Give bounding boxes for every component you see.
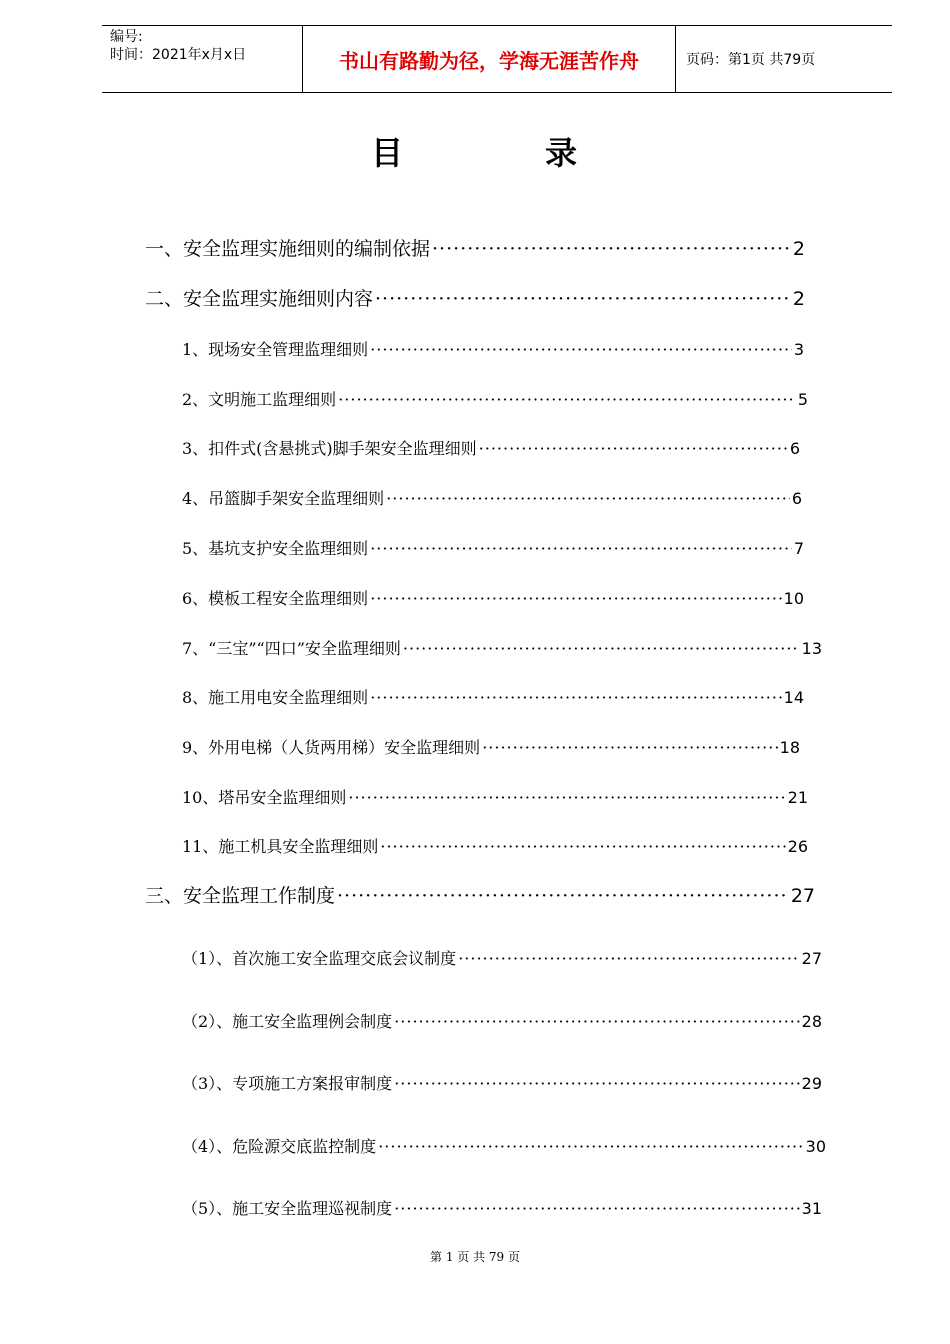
toc-entry[interactable] <box>182 337 804 360</box>
toc-entry-page: 28 <box>801 1012 822 1031</box>
toc-leader-dots <box>378 1137 803 1156</box>
toc-leader-dots <box>370 589 781 608</box>
toc-entry-label: （1）、首次施工安全监理交底会议制度 <box>182 949 457 968</box>
toc-entry-label: 一、安全监理实施细则的编制依据 <box>145 238 431 260</box>
page-label: 页码：第1页 共79页 <box>686 52 816 68</box>
toc-entry-label: （5）、施工安全监理巡视制度 <box>182 1199 393 1218</box>
toc-entry-label: 5、基坑支护安全监理细则 <box>182 539 369 558</box>
toc-leader-dots <box>338 390 796 409</box>
toc-entry-label: 三、安全监理工作制度 <box>145 885 336 907</box>
toc-entry-page: 13 <box>801 639 822 658</box>
toc-entry-page: 29 <box>801 1074 822 1093</box>
toc-entry-label: 9、外用电梯（人货两用梯）安全监理细则 <box>182 738 481 757</box>
toc-entry-label: 8、施工用电安全监理细则 <box>182 688 369 707</box>
toc-entry[interactable] <box>182 685 804 708</box>
toc-leader-dots <box>386 489 790 508</box>
toc-entry-label: 6、模板工程安全监理细则 <box>182 589 369 608</box>
toc-entry[interactable] <box>182 436 800 459</box>
toc-entry[interactable] <box>182 636 822 659</box>
time-label: 时间：2021年x月x日 <box>110 47 247 63</box>
toc-entry-label: 1、现场安全管理监理细则 <box>182 340 369 359</box>
toc-entry[interactable] <box>182 536 804 559</box>
toc-leader-dots <box>348 788 785 807</box>
number-label: 编号: <box>110 29 143 45</box>
toc-entry[interactable] <box>182 735 800 758</box>
toc-entry-page: 6 <box>791 489 802 508</box>
toc-leader-dots <box>482 738 777 757</box>
toc-entry[interactable] <box>182 1009 822 1032</box>
toc-entry-page: 31 <box>801 1199 822 1218</box>
toc-leader-dots <box>394 1074 799 1093</box>
toc-entry-label: 2、文明施工监理细则 <box>182 390 337 409</box>
toc-entry-label: （4）、危险源交底监控制度 <box>182 1137 377 1156</box>
toc-entry[interactable] <box>182 834 808 857</box>
toc-entry-page: 30 <box>805 1137 826 1156</box>
toc-leader-dots <box>432 238 791 260</box>
toc-entry-label: 3、扣件式(含悬挑式)脚手架安全监理细则 <box>182 439 477 458</box>
toc-leader-dots <box>370 539 792 558</box>
toc-entry-label: （2）、施工安全监理例会制度 <box>182 1012 393 1031</box>
toc-entry[interactable] <box>145 234 805 261</box>
toc-entry-label: 11、施工机具安全监理细则 <box>182 837 379 856</box>
header-meta-cell <box>102 26 303 92</box>
toc-entry[interactable] <box>182 785 808 808</box>
toc-entry-page: 21 <box>787 788 808 807</box>
toc-entry-page: 10 <box>783 589 804 608</box>
toc-entry[interactable] <box>182 1134 826 1157</box>
page-header <box>102 25 892 93</box>
toc-entry-page: 27 <box>790 885 815 907</box>
toc-entry-label: 二、安全监理实施细则内容 <box>145 288 374 310</box>
toc-leader-dots <box>403 639 800 658</box>
toc-entry-page: 2 <box>792 238 805 260</box>
toc-entry-page: 27 <box>801 949 822 968</box>
page-title <box>0 128 950 174</box>
toc-entry[interactable] <box>145 284 805 311</box>
toc-entry[interactable] <box>182 1071 822 1094</box>
toc-leader-dots <box>370 688 781 707</box>
motto-text: 书山有路勤为径，学海无涯苦作舟 <box>339 48 639 73</box>
page-footer: 第 1 页 共 79 页 <box>430 1250 520 1264</box>
toc-entry-page: 5 <box>797 390 808 409</box>
toc-entry[interactable] <box>182 1196 822 1219</box>
toc-entry-page: 2 <box>792 288 805 310</box>
toc-leader-dots <box>394 1199 799 1218</box>
toc-entry-page: 6 <box>789 439 800 458</box>
toc-entry[interactable] <box>182 586 804 609</box>
toc-entry-label: 10、塔吊安全监理细则 <box>182 788 347 807</box>
title-part-1: 目 <box>370 134 405 172</box>
toc-entry-page: 26 <box>787 837 808 856</box>
header-page-cell <box>676 26 892 92</box>
toc-leader-dots <box>380 837 785 856</box>
toc-leader-dots <box>337 885 789 907</box>
toc-leader-dots <box>394 1012 799 1031</box>
toc-entry-label: 7、“三宝”“四口”安全监理细则 <box>182 639 401 658</box>
toc-entry[interactable] <box>145 881 815 908</box>
toc-entry[interactable] <box>182 946 822 969</box>
toc-entry-label: 4、吊篮脚手架安全监理细则 <box>182 489 385 508</box>
toc-entry-page: 7 <box>793 539 804 558</box>
toc-entry-page: 3 <box>793 340 804 359</box>
header-motto-cell <box>303 26 676 92</box>
title-part-2: 录 <box>545 134 580 172</box>
toc-entry[interactable] <box>182 486 802 509</box>
toc-entry-page: 18 <box>779 738 800 757</box>
toc-leader-dots <box>479 439 788 458</box>
toc-leader-dots <box>458 949 799 968</box>
toc-entry-label: （3）、专项施工方案报审制度 <box>182 1074 393 1093</box>
toc-entry-page: 14 <box>783 688 804 707</box>
toc-leader-dots <box>370 340 792 359</box>
toc-entry[interactable] <box>182 387 808 410</box>
toc-leader-dots <box>375 288 791 310</box>
